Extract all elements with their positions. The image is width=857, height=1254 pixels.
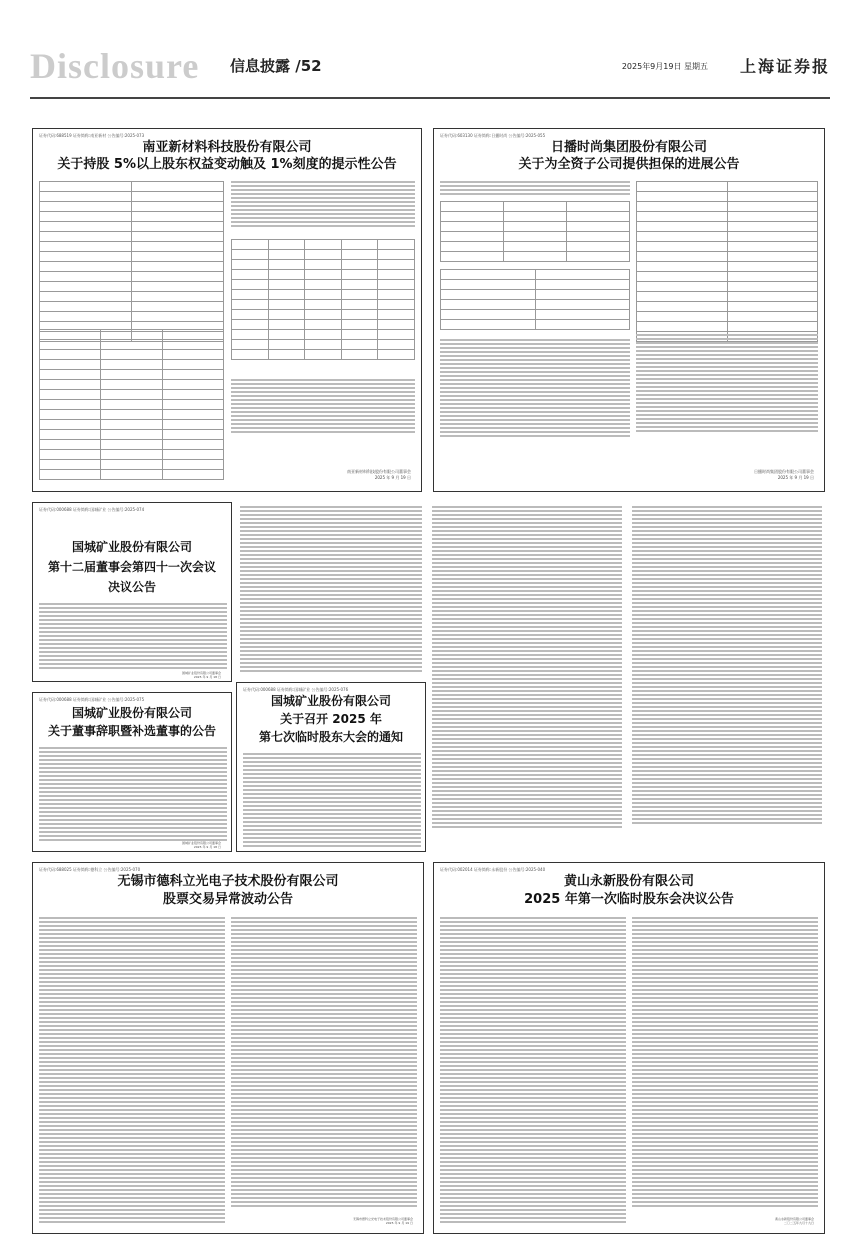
- notice-huangshan: [433, 862, 825, 1234]
- header-rule: [30, 97, 830, 99]
- notice-guocheng-board: [32, 502, 232, 682]
- notice-subtitle: 2025 年第一次临时股东会决议公告: [524, 892, 734, 907]
- notice-title: 南亚新材料科技股份有限公司: [142, 140, 312, 155]
- notice-body: [440, 917, 626, 1225]
- notice-subtitle: 关于持股 5%以上股东权益变动触及 1%刻度的提示性公告: [57, 157, 397, 172]
- notice-title: 日播时尚集团股份有限公司: [550, 140, 707, 155]
- notice-code: 证券代码:603130 证券简称:日播时尚 公告编号:2025-055: [440, 133, 546, 138]
- holding-table: [231, 239, 415, 360]
- notice-title: 国城矿业股份有限公司: [270, 694, 391, 708]
- notice-code: 证券代码:000688 证券简称:国城矿业 公告编号:2025-076: [243, 687, 349, 692]
- notice-title: 黄山永新股份有限公司: [563, 874, 694, 889]
- notice-subtitle: 关于为全资子公司提供担保的进展公告: [518, 157, 740, 172]
- notice-subtitle: 股票交易异常波动公告: [162, 892, 293, 907]
- notice-signature: 黄山永新股份有限公司董事会 二〇二五年九月十九日: [774, 1217, 814, 1225]
- guarantee-table: [440, 201, 630, 262]
- notice-body: [39, 917, 225, 1225]
- notice-subtitle: 关于董事辞职暨补选董事的公告: [47, 724, 216, 738]
- notice-body-2: [231, 917, 417, 1209]
- notice-subtitle: 关于召开 2025 年: [280, 712, 382, 726]
- issue-date: 2025年9月19日 星期五: [621, 62, 708, 71]
- notice-signature: 国城矿业股份有限公司董事会 2025 年 9 月 18 日: [181, 841, 221, 849]
- notice-table: [39, 181, 224, 342]
- notice-body: [39, 603, 227, 671]
- notice-signature: 日播时尚集团股份有限公司董事会 2025 年 9 月 19 日: [754, 469, 814, 480]
- notice-body: [243, 753, 421, 849]
- notice-body-3: [636, 334, 818, 434]
- section-title: 信息披露 /52: [230, 57, 322, 75]
- notice-code: 证券代码:002014 证券简称:永新股份 公告编号:2025-040: [440, 867, 546, 872]
- notice-subtitle-2: 决议公告: [107, 580, 156, 594]
- notice-title: 国城矿业股份有限公司: [71, 540, 192, 554]
- notice-body: [39, 747, 227, 843]
- notice-body: [440, 181, 630, 197]
- notice-body: [432, 506, 622, 830]
- brand-logo: Disclosure: [30, 46, 200, 86]
- notice-subtitle: 第十二届董事会第四十一次会议: [47, 560, 216, 574]
- notice-body-2: [440, 339, 630, 439]
- notice-nanya: [32, 128, 422, 492]
- notice-code: 证券代码:688025 证券简称:德科立 公告编号:2025-070: [39, 867, 141, 872]
- newspaper-name: 上海证券报: [739, 59, 830, 76]
- notice-egm-continued: [432, 502, 825, 852]
- notice-title: 国城矿业股份有限公司: [71, 706, 192, 720]
- notice-body: [231, 181, 415, 229]
- notice-code: 证券代码:688519 证券简称:南亚新材 公告编号:2025-073: [39, 133, 145, 138]
- notice-body-2: [632, 917, 818, 1209]
- notice-table-2: [39, 329, 224, 480]
- notice-signature: 无锡市德科立光电子技术股份有限公司董事会 2025 年 9 月 19 日: [352, 1217, 413, 1225]
- notice-subtitle-2: 第七次临时股东大会的通知: [258, 730, 403, 744]
- notice-signature: 南亚新材料科技股份有限公司董事会 2025 年 9 月 19 日: [347, 469, 411, 480]
- masthead: [30, 45, 830, 87]
- notice-guocheng-egm: [236, 682, 426, 852]
- notice-deke: [32, 862, 424, 1234]
- notice-body-2: [632, 506, 822, 826]
- notice-ribo: [433, 128, 825, 492]
- notice-title: 无锡市德科立光电子技术股份有限公司: [117, 874, 339, 889]
- company-table: [636, 181, 818, 342]
- notice-guocheng-resign: [32, 692, 232, 852]
- notice-body-2: [231, 379, 415, 435]
- notice-code: 证券代码:000688 证券简称:国城矿业 公告编号:2025-074: [39, 507, 145, 512]
- notice-guocheng-continued: [236, 502, 426, 682]
- notice-code: 证券代码:000688 证券简称:国城矿业 公告编号:2025-075: [39, 697, 145, 702]
- notice-body: [240, 506, 422, 674]
- notice-signature: 国城矿业股份有限公司董事会 2025 年 9 月 18 日: [181, 671, 221, 679]
- guarantee-table-2: [440, 269, 630, 330]
